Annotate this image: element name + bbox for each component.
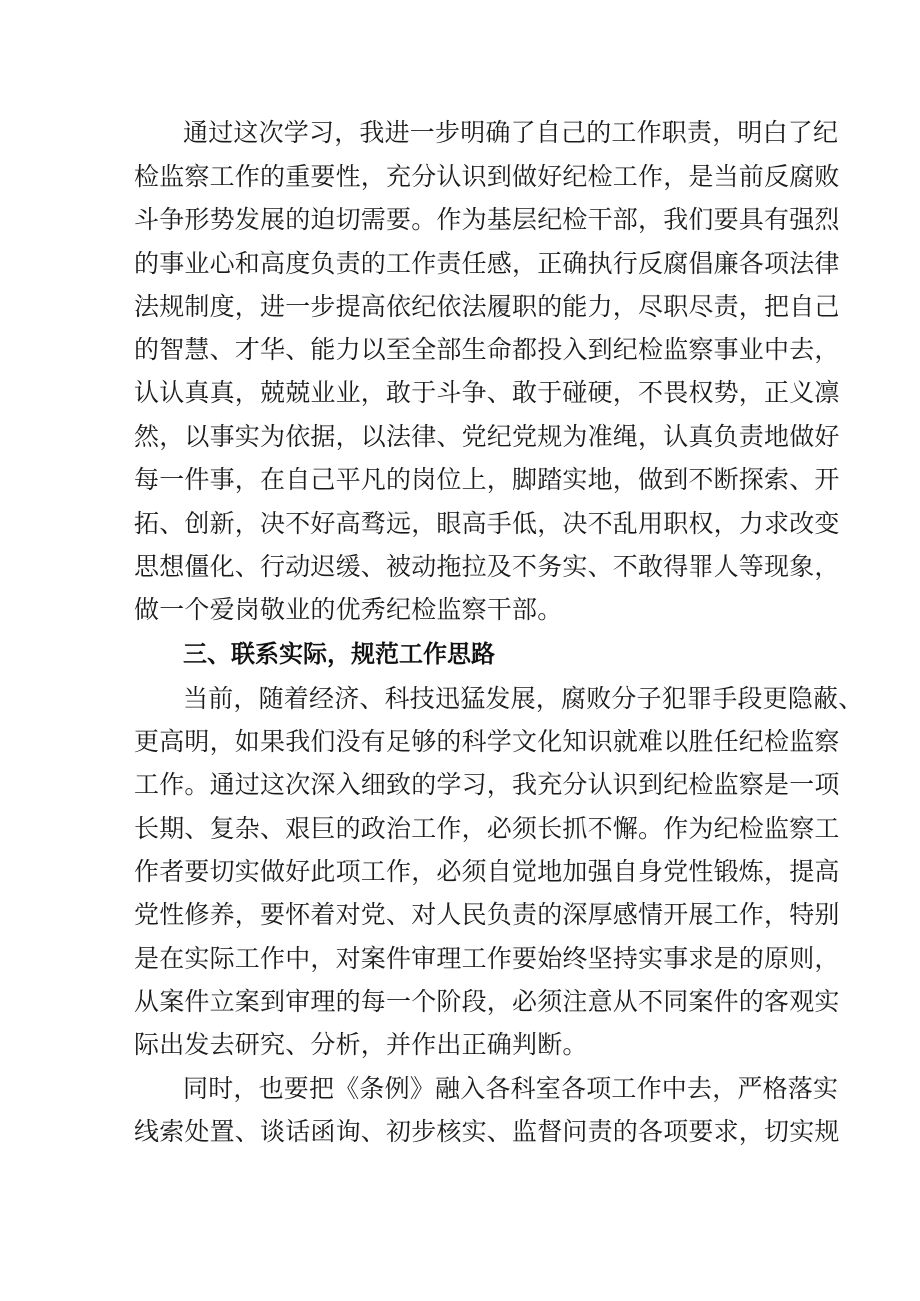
paragraph-2-line-4: 长期、复杂、艰巨的政治工作，必须长抓不懈。作为纪检监察工 (134, 814, 840, 843)
paragraph-2-line-6: 党性修养，要怀着对党、对人民负责的深厚感情开展工作，特别 (134, 900, 840, 929)
paragraph-2-line-3: 工作。通过这次深入细致的学习，我充分认识到纪检监察是一项 (134, 770, 840, 799)
paragraph-2-line-9: 际出发去研究、分析，并作出正确判断。 (134, 1030, 588, 1059)
paragraph-3-line-1: 同时，也要把《条例》融入各科室各项工作中去，严格落实 (183, 1074, 839, 1103)
section-heading-3: 三、联系实际，规范工作思路 (183, 640, 495, 668)
paragraph-1-line-6: 的智慧、才华、能力以至全部生命都投入到纪检监察事业中去， (134, 335, 840, 364)
paragraph-1-line-5: 法规制度，进一步提高依纪依法履职的能力，尽职尽责，把自己 (134, 292, 840, 321)
paragraph-1-line-7: 认认真真，兢兢业业，敢于斗争、敢于碰硬，不畏权势，正义凛 (134, 378, 840, 407)
paragraph-1-line-10: 拓、创新，决不好高骛远，眼高手低，决不乱用职权，力求改变 (134, 509, 840, 538)
paragraph-1-line-9: 每一件事，在自己平凡的岗位上，脚踏实地，做到不断探索、开 (134, 465, 840, 494)
paragraph-1-line-1: 通过这次学习，我进一步明确了自己的工作职责，明白了纪 (183, 118, 839, 147)
paragraph-1-line-3: 斗争形势发展的迫切需要。作为基层纪检干部，我们要具有强烈 (134, 205, 840, 234)
paragraph-2-line-5: 作者要切实做好此项工作，必须自觉地加强自身党性锻炼，提高 (134, 857, 840, 886)
paragraph-3-line-2: 线索处置、谈话函询、初步核实、监督问责的各项要求，切实规 (134, 1117, 840, 1146)
paragraph-2-line-8: 从案件立案到审理的每一个阶段，必须注意从不同案件的客观实 (134, 987, 840, 1016)
paragraph-2-line-1: 当前，随着经济、科技迅猛发展，腐败分子犯罪手段更隐蔽、 (183, 684, 864, 713)
paragraph-1-line-4: 的事业心和高度负责的工作责任感，正确执行反腐倡廉各项法律 (134, 249, 840, 278)
paragraph-2-line-7: 是在实际工作中，对案件审理工作要始终坚持实事求是的原则， (134, 944, 840, 973)
paragraph-1-line-2: 检监察工作的重要性，充分认识到做好纪检工作，是当前反腐败 (134, 162, 840, 191)
paragraph-2-line-2: 更高明，如果我们没有足够的科学文化知识就难以胜任纪检监察 (134, 727, 840, 756)
paragraph-1-line-8: 然，以事实为依据，以法律、党纪党规为准绳，认真负责地做好 (134, 422, 840, 451)
paragraph-1-line-12: 做一个爱岗敬业的优秀纪检监察干部。 (134, 595, 563, 624)
paragraph-1-line-11: 思想僵化、行动迟缓、被动拖拉及不务实、不敢得罪人等现象， (134, 552, 840, 581)
